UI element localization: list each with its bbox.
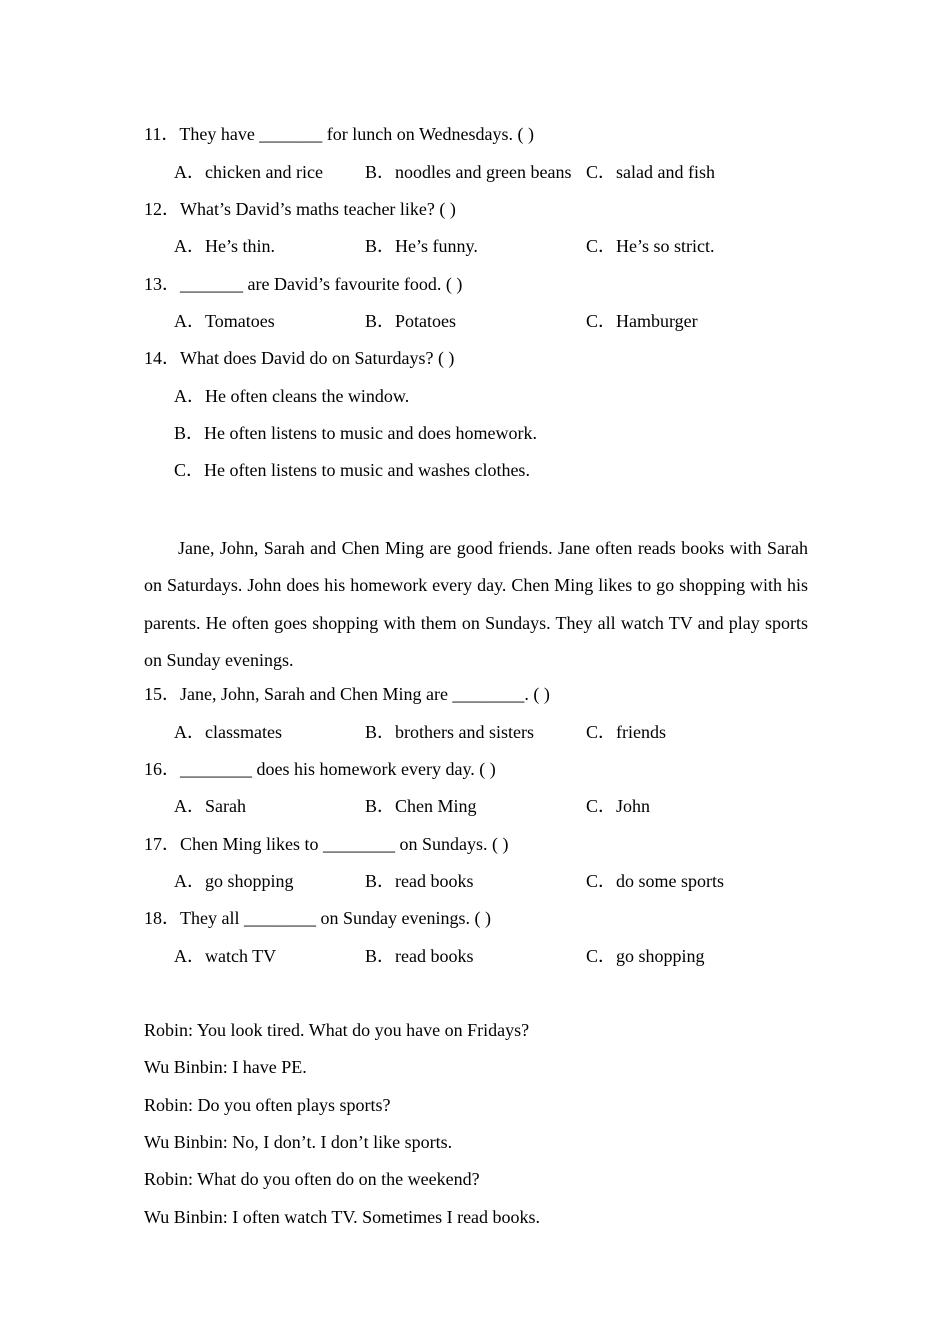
option-b: B．brothers and sisters [365,722,534,742]
question-text: What does David do on Saturdays? ( ) [180,348,455,368]
question-17 [144,832,509,856]
question-15 [144,682,550,706]
option-a: A．watch TV [174,946,277,966]
option-c: C．go shopping [586,946,705,966]
option-b: B．Potatoes [365,311,457,331]
option-b: B．He often listens to music and does homework. [174,423,537,443]
option-a: A．chicken and rice [174,162,323,182]
question-14 [144,346,454,370]
option-b: B．Chen Ming [365,796,477,816]
question-number: 11． [144,124,180,144]
option-c: C．salad and fish [586,162,715,182]
question-16 [144,757,496,781]
question-number: 17． [144,834,180,854]
question-text: Chen Ming likes to ________ on Sundays. ( ) [180,834,509,854]
question-text: What’s David’s maths teacher like? ( ) [180,199,456,219]
question-11 [144,122,534,146]
question-18 [144,906,491,930]
question-text: _______ are David’s favourite food. ( ) [180,274,463,294]
question-number: 12． [144,199,180,219]
option-b: B．read books [365,871,474,891]
question-number: 14． [144,348,180,368]
option-c: C．John [586,796,651,816]
reading-passage: Jane, John, Sarah and Chen Ming are good friends. Jane often reads books with Sarah on Saturdays. John does his homework every day. Chen Ming likes to go shopping with his parents. He often goes shopping with them on Sundays. They all watch TV and play sports on Sunday evenings. [144,538,808,671]
question-text: Jane, John, Sarah and Chen Ming are ________. ( ) [180,684,550,704]
question-number: 15． [144,684,180,704]
option-a: A．He’s thin. [174,236,275,256]
option-a: A．Tomatoes [174,311,275,331]
option-a: A．Sarah [174,796,246,816]
option-b: B．He’s funny. [365,236,478,256]
dialogue-line: Robin: You look tired. What do you have on Fridays? [144,1020,530,1040]
question-13 [144,272,462,296]
question-number: 13． [144,274,180,294]
dialogue-line: Wu Binbin: I often watch TV. Sometimes I read books. [144,1207,541,1227]
option-b: B．read books [365,946,474,966]
option-c: C．do some sports [586,871,725,891]
question-number: 18． [144,908,180,928]
option-c: C．friends [586,722,666,742]
question-text: They all ________ on Sunday evenings. ( ) [180,908,491,928]
question-12 [144,197,456,221]
option-c: C．Hamburger [586,311,698,331]
option-c: C．He’s so strict. [586,236,715,256]
dialogue-line: Wu Binbin: I have PE. [144,1057,307,1077]
dialogue-line: Robin: Do you often plays sports? [144,1095,391,1115]
option-a: A．classmates [174,722,282,742]
question-number: 16． [144,759,180,779]
question-text: ________ does his homework every day. ( ) [180,759,496,779]
option-a: A．He often cleans the window. [174,386,410,406]
dialogue-line: Robin: What do you often do on the weekend? [144,1169,480,1189]
option-c: C．He often listens to music and washes clothes. [174,460,530,480]
option-b: B．noodles and green beans [365,162,572,182]
option-a: A．go shopping [174,871,294,891]
question-text: They have _______ for lunch on Wednesdays. ( ) [179,124,534,144]
dialogue-line: Wu Binbin: No, I don’t. I don’t like sports. [144,1132,453,1152]
